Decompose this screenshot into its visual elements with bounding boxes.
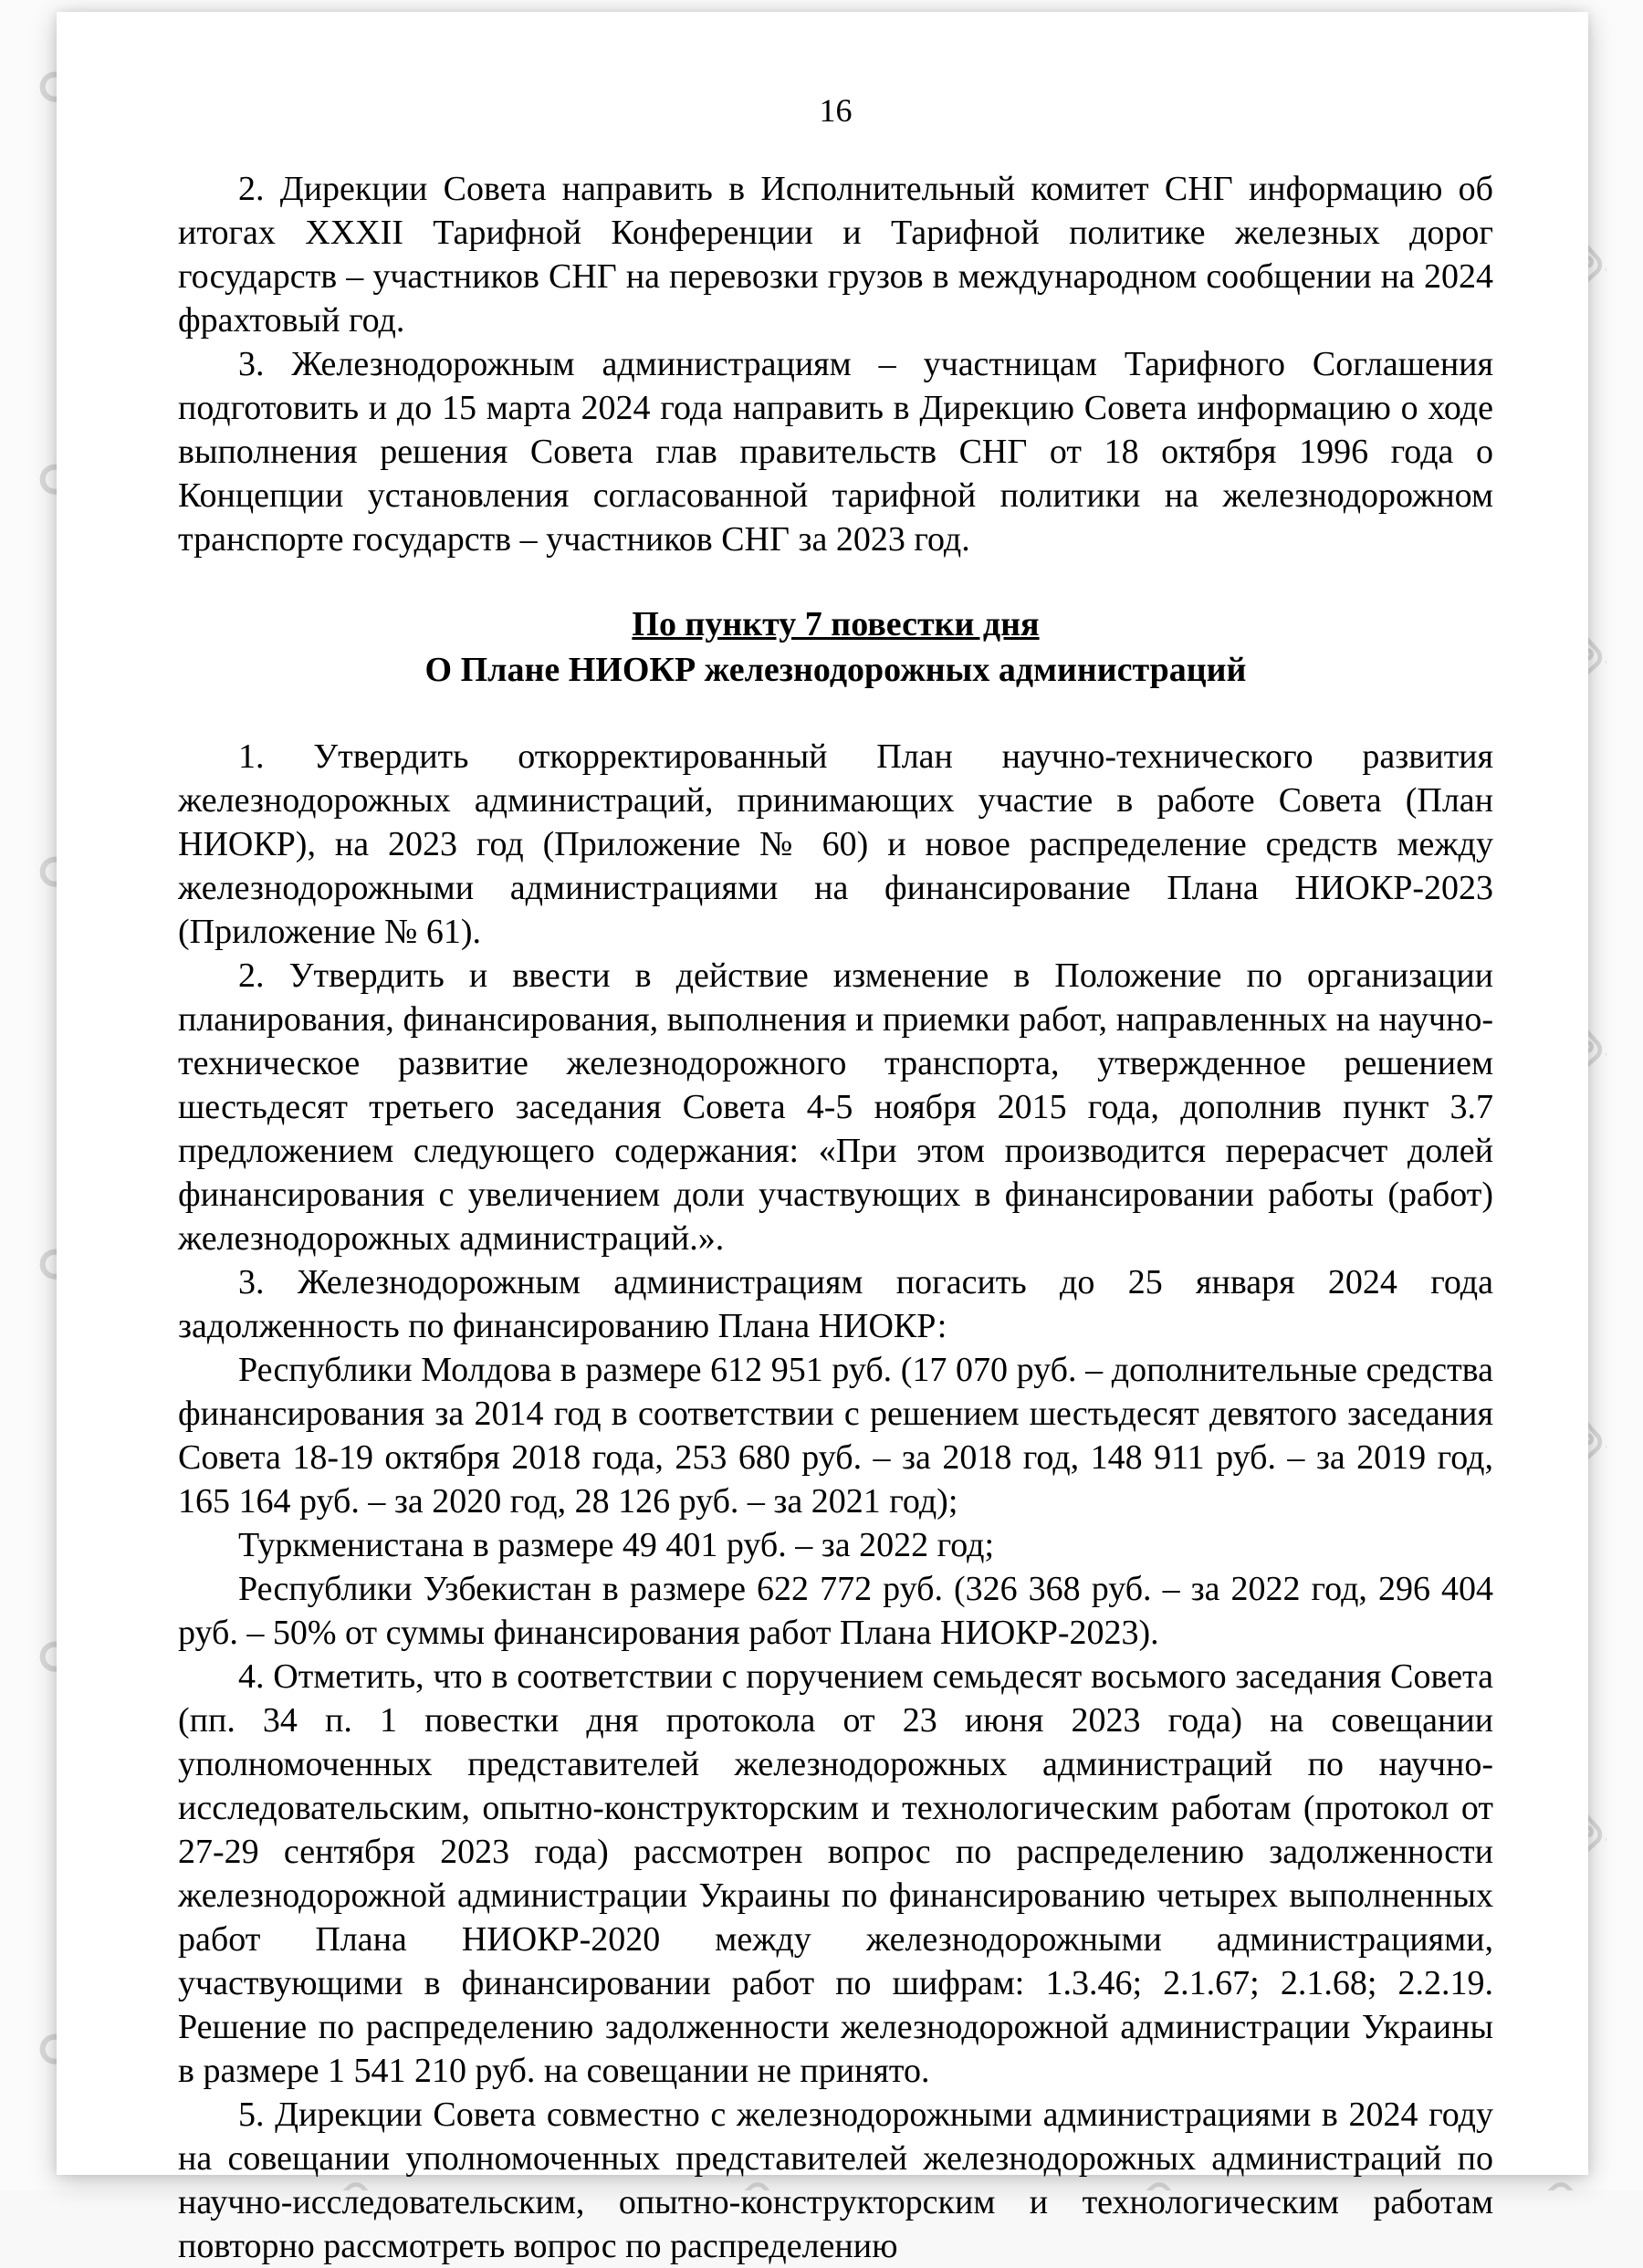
decision-paragraph-3: 3. Железнодорожным администрациям погасить до 25 января 2024 года задолженность по финансированию Плана НИОКР: bbox=[178, 1263, 1493, 1345]
agenda-heading-line: По пункту 7 повестки дня bbox=[632, 605, 1040, 643]
document-page bbox=[57, 12, 1588, 2265]
page-number: 16 bbox=[819, 92, 853, 129]
decision-paragraph-4: 4. Отметить, что в соответствии с поручением семьдесят восьмого заседания Совета (пп. 34 п. 1 повестки дня протокола от 23 июня 2023 года) на совещании уполномоченных представителей железнодорожных администраций по научно-исследовательским, опытно-конструкторским и технологическим работам (протокол от 27-29 сентября 2023 года) рассмотрен вопрос по распределению задолженности железнодорожной администрации Украины по финансированию четырех выполненных работ Плана НИОКР-2020 между железнодорожными администрациями, участвующими в финансировании работ по шифрам: 1.3.46; 2.1.67; 2.1.68; 2.2.19. Решение по распределению задолженности железнодорожной администрации Украины в размере 1 541 210 руб. на совещании не принято. bbox=[178, 1657, 1493, 2090]
debt-paragraph-turkmenistan: Туркменистана в размере 49 401 руб. – за 2022 год; bbox=[238, 1526, 995, 1564]
decision-paragraph-2: 2. Утвердить и ввести в действие изменение в Положение по организации планирования, финансирования, выполнения и приемки работ, направленных на научно-техническое развитие железнодорожного транспорта, утвержденное решением шестьдесят третьего заседания Совета 4-5 ноября 2015 года, дополнив пункт 3.7 предложением следующего содержания: «При этом производится перерасчет долей финансирования с увеличением доли участвующих в финансировании работы (работ) железнодорожных администраций.». bbox=[178, 956, 1493, 1258]
decision-paragraph-1: 1. Утвердить откорректированный План научно-технического развития железнодорожных администраций, принимающих участие в работе Совета (План НИОКР), на 2023 год (Приложение № 60) и новое распределение средств между железнодорожными администрациями на финансирование Плана НИОКР-2023 (Приложение № 61). bbox=[178, 737, 1493, 951]
paragraph-item-2: 2. Дирекции Совета направить в Исполнительный комитет СНГ информацию об итогах XXXII Тарифной Конференции и Тарифной политике железных дорог государств – участников СНГ на перевозки грузов в международном сообщении на 2024 фрахтовый год. bbox=[178, 170, 1493, 340]
agenda-subject-line: О Плане НИОКР железнодорожных администраций bbox=[424, 651, 1247, 689]
decision-paragraph-5: 5. Дирекции Совета совместно с железнодорожными администрациями в 2024 году на совещании уполномоченных представителей железнодорожных администраций по научно-исследовательским, опытно-конструкторским и технологическим работам повторно рассмотреть вопрос по распределению bbox=[178, 2096, 1493, 2265]
paragraph-item-3: 3. Железнодорожным администрациям – участницам Тарифного Соглашения подготовить и до 15 марта 2024 года направить в Дирекцию Совета информацию о ходе выполнения решения Совета глав правительств СНГ от 18 октября 1996 года о Концепции установления согласованной тарифной политики на железнодорожном транспорте государств – участников СНГ за 2023 год. bbox=[178, 345, 1493, 559]
debt-paragraph-moldova: Республики Молдова в размере 612 951 руб. (17 070 руб. – дополнительные средства финансирования за 2014 год в соответствии с решением шестьдесят девятого заседания Совета 18-19 октября 2018 года, 253 680 руб. – за 2018 год, 148 911 руб. – за 2019 год, 165 164 руб. – за 2020 год, 28 126 руб. – за 2021 год); bbox=[178, 1351, 1493, 1521]
agenda-heading bbox=[178, 601, 1493, 693]
debt-paragraph-uzbekistan: Республики Узбекистан в размере 622 772 руб. (326 368 руб. – за 2022 год, 296 404 руб. – 50% от суммы финансирования работ Плана НИОКР-2023). bbox=[178, 1570, 1493, 1652]
